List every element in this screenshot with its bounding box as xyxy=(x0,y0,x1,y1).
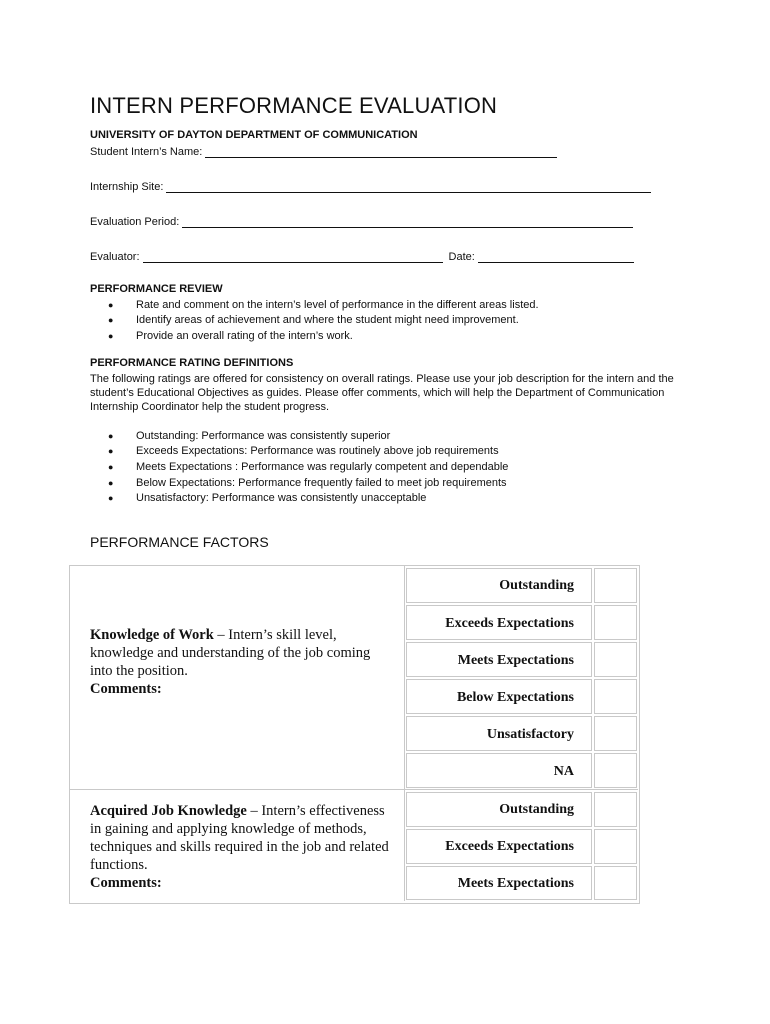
rating-checkbox[interactable] xyxy=(594,866,637,900)
evaluation-period-input[interactable] xyxy=(182,217,633,228)
factor-knowledge-of-work xyxy=(90,626,390,698)
comments-label: Comments: xyxy=(90,875,162,891)
list-item: ● Rate and comment on the intern’s level of performance in the different areas listed. xyxy=(108,298,539,311)
student-name-field xyxy=(90,146,557,158)
rating-definitions-heading: PERFORMANCE RATING DEFINITIONS xyxy=(90,357,294,369)
bullet-icon: ● xyxy=(108,299,114,310)
rating-checkbox[interactable] xyxy=(594,716,637,751)
rating-outstanding: Outstanding xyxy=(499,578,574,593)
internship-site-field xyxy=(90,181,651,193)
date-input[interactable] xyxy=(478,252,634,263)
evaluation-period-field xyxy=(90,216,633,228)
row-divider xyxy=(70,789,638,790)
list-item: ● Outstanding: Performance was consistently superior xyxy=(108,429,391,442)
rating-meets-expectations: Meets Expectations xyxy=(457,653,574,668)
rating-meets-expectations: Meets Expectations xyxy=(457,876,574,891)
rating-unsatisfactory: Unsatisfactory xyxy=(486,727,574,742)
bullet-icon: ● xyxy=(108,330,114,341)
list-item: ● Provide an overall rating of the intern’s work. xyxy=(108,329,353,342)
factor-description: – Intern’s skill level, knowledge and understanding of the job coming into the position. xyxy=(90,627,371,679)
rating-checkbox[interactable] xyxy=(594,753,637,788)
internship-site-input[interactable] xyxy=(166,182,651,193)
bullet-icon: ● xyxy=(108,446,114,457)
rating-checkbox[interactable] xyxy=(594,679,637,714)
rating-exceeds-expectations: Exceeds Expectations xyxy=(445,616,574,631)
evaluation-period-label: Evaluation Period: xyxy=(90,216,180,228)
rating-checkbox[interactable] xyxy=(594,642,637,677)
rating-checkbox[interactable] xyxy=(594,568,637,603)
rating-definitions-paragraph: The following ratings are offered for consistency on overall ratings. Please use your job description for the intern and the student’s Educational Objectives as guides. Please offer comments, which will help the Department of Communication Internship Coordinator help the student progress. xyxy=(90,373,674,413)
factor-name: Knowledge of Work xyxy=(90,627,214,643)
list-item: ● Identify areas of achievement and where the student might need improvement. xyxy=(108,314,519,327)
rating-na: NA xyxy=(553,764,574,779)
list-item: ● Exceeds Expectations: Performance was routinely above job requirements xyxy=(108,445,499,458)
performance-review-heading: PERFORMANCE REVIEW xyxy=(90,283,223,295)
column-divider xyxy=(404,566,405,901)
rating-exceeds-expectations: Exceeds Expectations xyxy=(445,839,574,854)
rating-below-expectations: Below Expectations xyxy=(456,690,574,705)
rating-definitions-list xyxy=(108,428,508,506)
date-label: Date: xyxy=(448,251,475,263)
rating-checkbox[interactable] xyxy=(594,792,637,827)
list-item: ● Below Expectations: Performance frequently failed to meet job requirements xyxy=(108,476,507,489)
factor-description: – Intern’s effectiveness in gaining and applying knowledge of methods, techniques and skills required in the job and related functions. xyxy=(90,803,389,873)
rating-checkbox[interactable] xyxy=(594,829,637,864)
rating-checkbox[interactable] xyxy=(594,605,637,640)
performance-factors-heading: PERFORMANCE FACTORS xyxy=(90,534,269,550)
performance-review-list xyxy=(108,297,539,344)
factor-acquired-job-knowledge xyxy=(90,802,390,892)
bullet-icon: ● xyxy=(108,477,114,488)
list-item: ● Unsatisfactory: Performance was consistently unacceptable xyxy=(108,492,427,505)
bullet-icon: ● xyxy=(108,461,114,472)
evaluator-input[interactable] xyxy=(143,252,443,263)
bullet-icon: ● xyxy=(108,430,114,441)
internship-site-label: Internship Site: xyxy=(90,181,164,193)
factor-name: Acquired Job Knowledge xyxy=(90,803,247,819)
rating-outstanding: Outstanding xyxy=(499,802,574,817)
list-item: ● Meets Expectations : Performance was regularly competent and dependable xyxy=(108,460,509,473)
evaluator-label: Evaluator: xyxy=(90,251,140,263)
department-subtitle: UNIVERSITY OF DAYTON DEPARTMENT OF COMMUNICATION xyxy=(90,129,418,141)
comments-label: Comments: xyxy=(90,681,162,697)
evaluator-field xyxy=(90,251,634,263)
bullet-icon: ● xyxy=(108,493,114,504)
student-name-label: Student Intern’s Name: xyxy=(90,146,203,158)
page-title: INTERN PERFORMANCE EVALUATION xyxy=(90,93,498,118)
student-name-input[interactable] xyxy=(205,147,557,158)
bullet-icon: ● xyxy=(108,315,114,326)
